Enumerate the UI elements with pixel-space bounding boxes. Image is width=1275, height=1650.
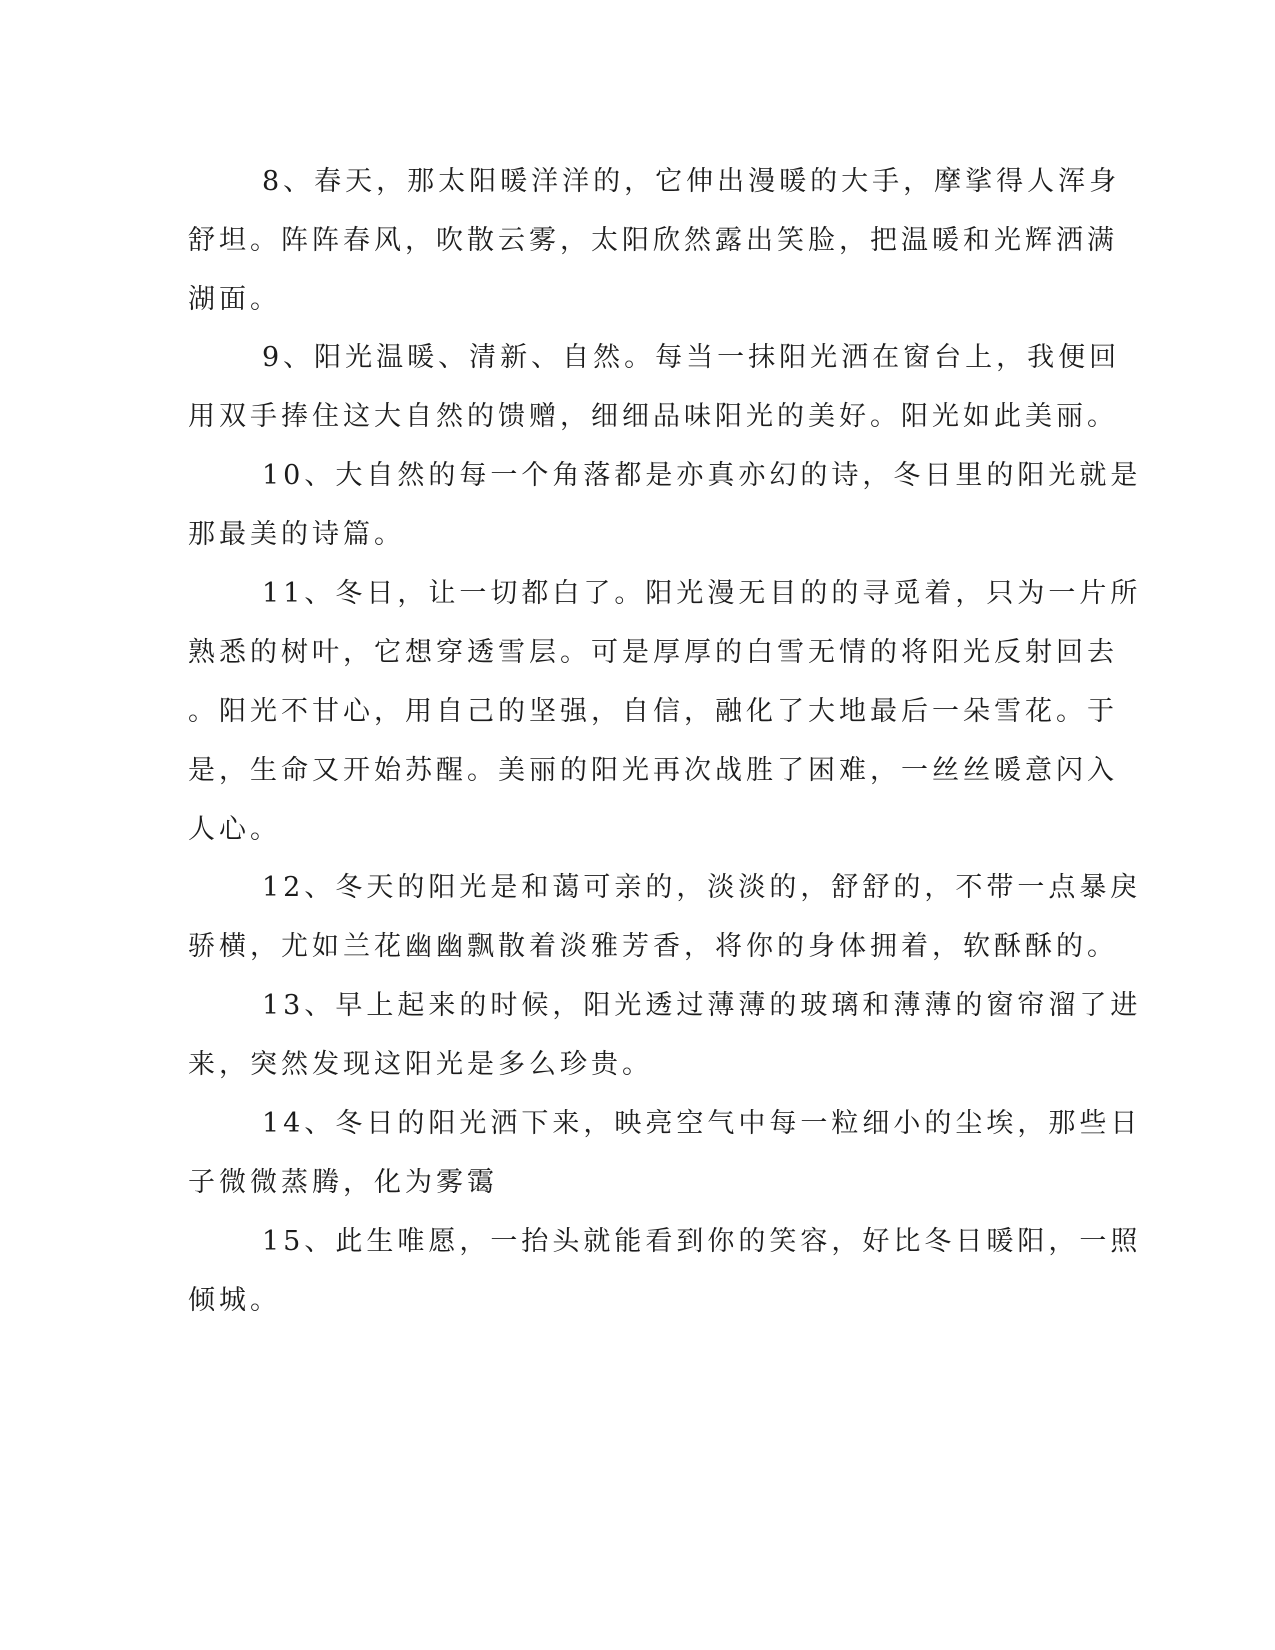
text-line: 子微微蒸腾，化为雾霭	[188, 1167, 498, 1198]
text-line: 舒坦。阵阵春风，吹散云雾，太阳欣然露出笑脸，把温暖和光辉洒满	[188, 225, 1118, 256]
text-line: 湖面。	[188, 284, 281, 315]
text-line: 用双手捧住这大自然的馈赠，细细品味阳光的美好。阳光如此美丽。	[188, 401, 1118, 432]
text-line: 8、春天，那太阳暖洋洋的，它伸出漫暖的大手，摩挲得人浑身	[262, 166, 1121, 197]
text-line: 是，生命又开始苏醒。美丽的阳光再次战胜了困难，一丝丝暖意闪入	[188, 755, 1118, 786]
text-line: 14、冬日的阳光洒下来，映亮空气中每一粒细小的尘埃，那些日	[262, 1108, 1142, 1139]
text-line: 来，突然发现这阳光是多么珍贵。	[188, 1049, 653, 1080]
text-line: 骄横，尤如兰花幽幽飘散着淡雅芳香，将你的身体拥着，软酥酥的。	[188, 931, 1118, 962]
text-line: 9、阳光温暖、清新、自然。每当一抹阳光洒在窗台上，我便回	[262, 342, 1121, 373]
text-line: 12、冬天的阳光是和蔼可亲的，淡淡的，舒舒的，不带一点暴戾	[262, 872, 1142, 903]
text-line: 人心。	[188, 814, 281, 845]
text-line: 15、此生唯愿，一抬头就能看到你的笑容，好比冬日暖阳，一照	[262, 1226, 1142, 1257]
text-line: 熟悉的树叶，它想穿透雪层。可是厚厚的白雪无情的将阳光反射回去	[188, 637, 1118, 668]
text-line: 倾城。	[188, 1285, 281, 1316]
text-line: 那最美的诗篇。	[188, 519, 405, 550]
text-line: 10、大自然的每一个角落都是亦真亦幻的诗，冬日里的阳光就是	[262, 460, 1142, 491]
text-line: 13、早上起来的时候，阳光透过薄薄的玻璃和薄薄的窗帘溜了进	[262, 990, 1142, 1021]
text-line: 11、冬日，让一切都白了。阳光漫无目的的寻觅着，只为一片所	[262, 578, 1142, 609]
text-line: 。阳光不甘心，用自己的坚强，自信，融化了大地最后一朵雪花。于	[188, 696, 1118, 727]
